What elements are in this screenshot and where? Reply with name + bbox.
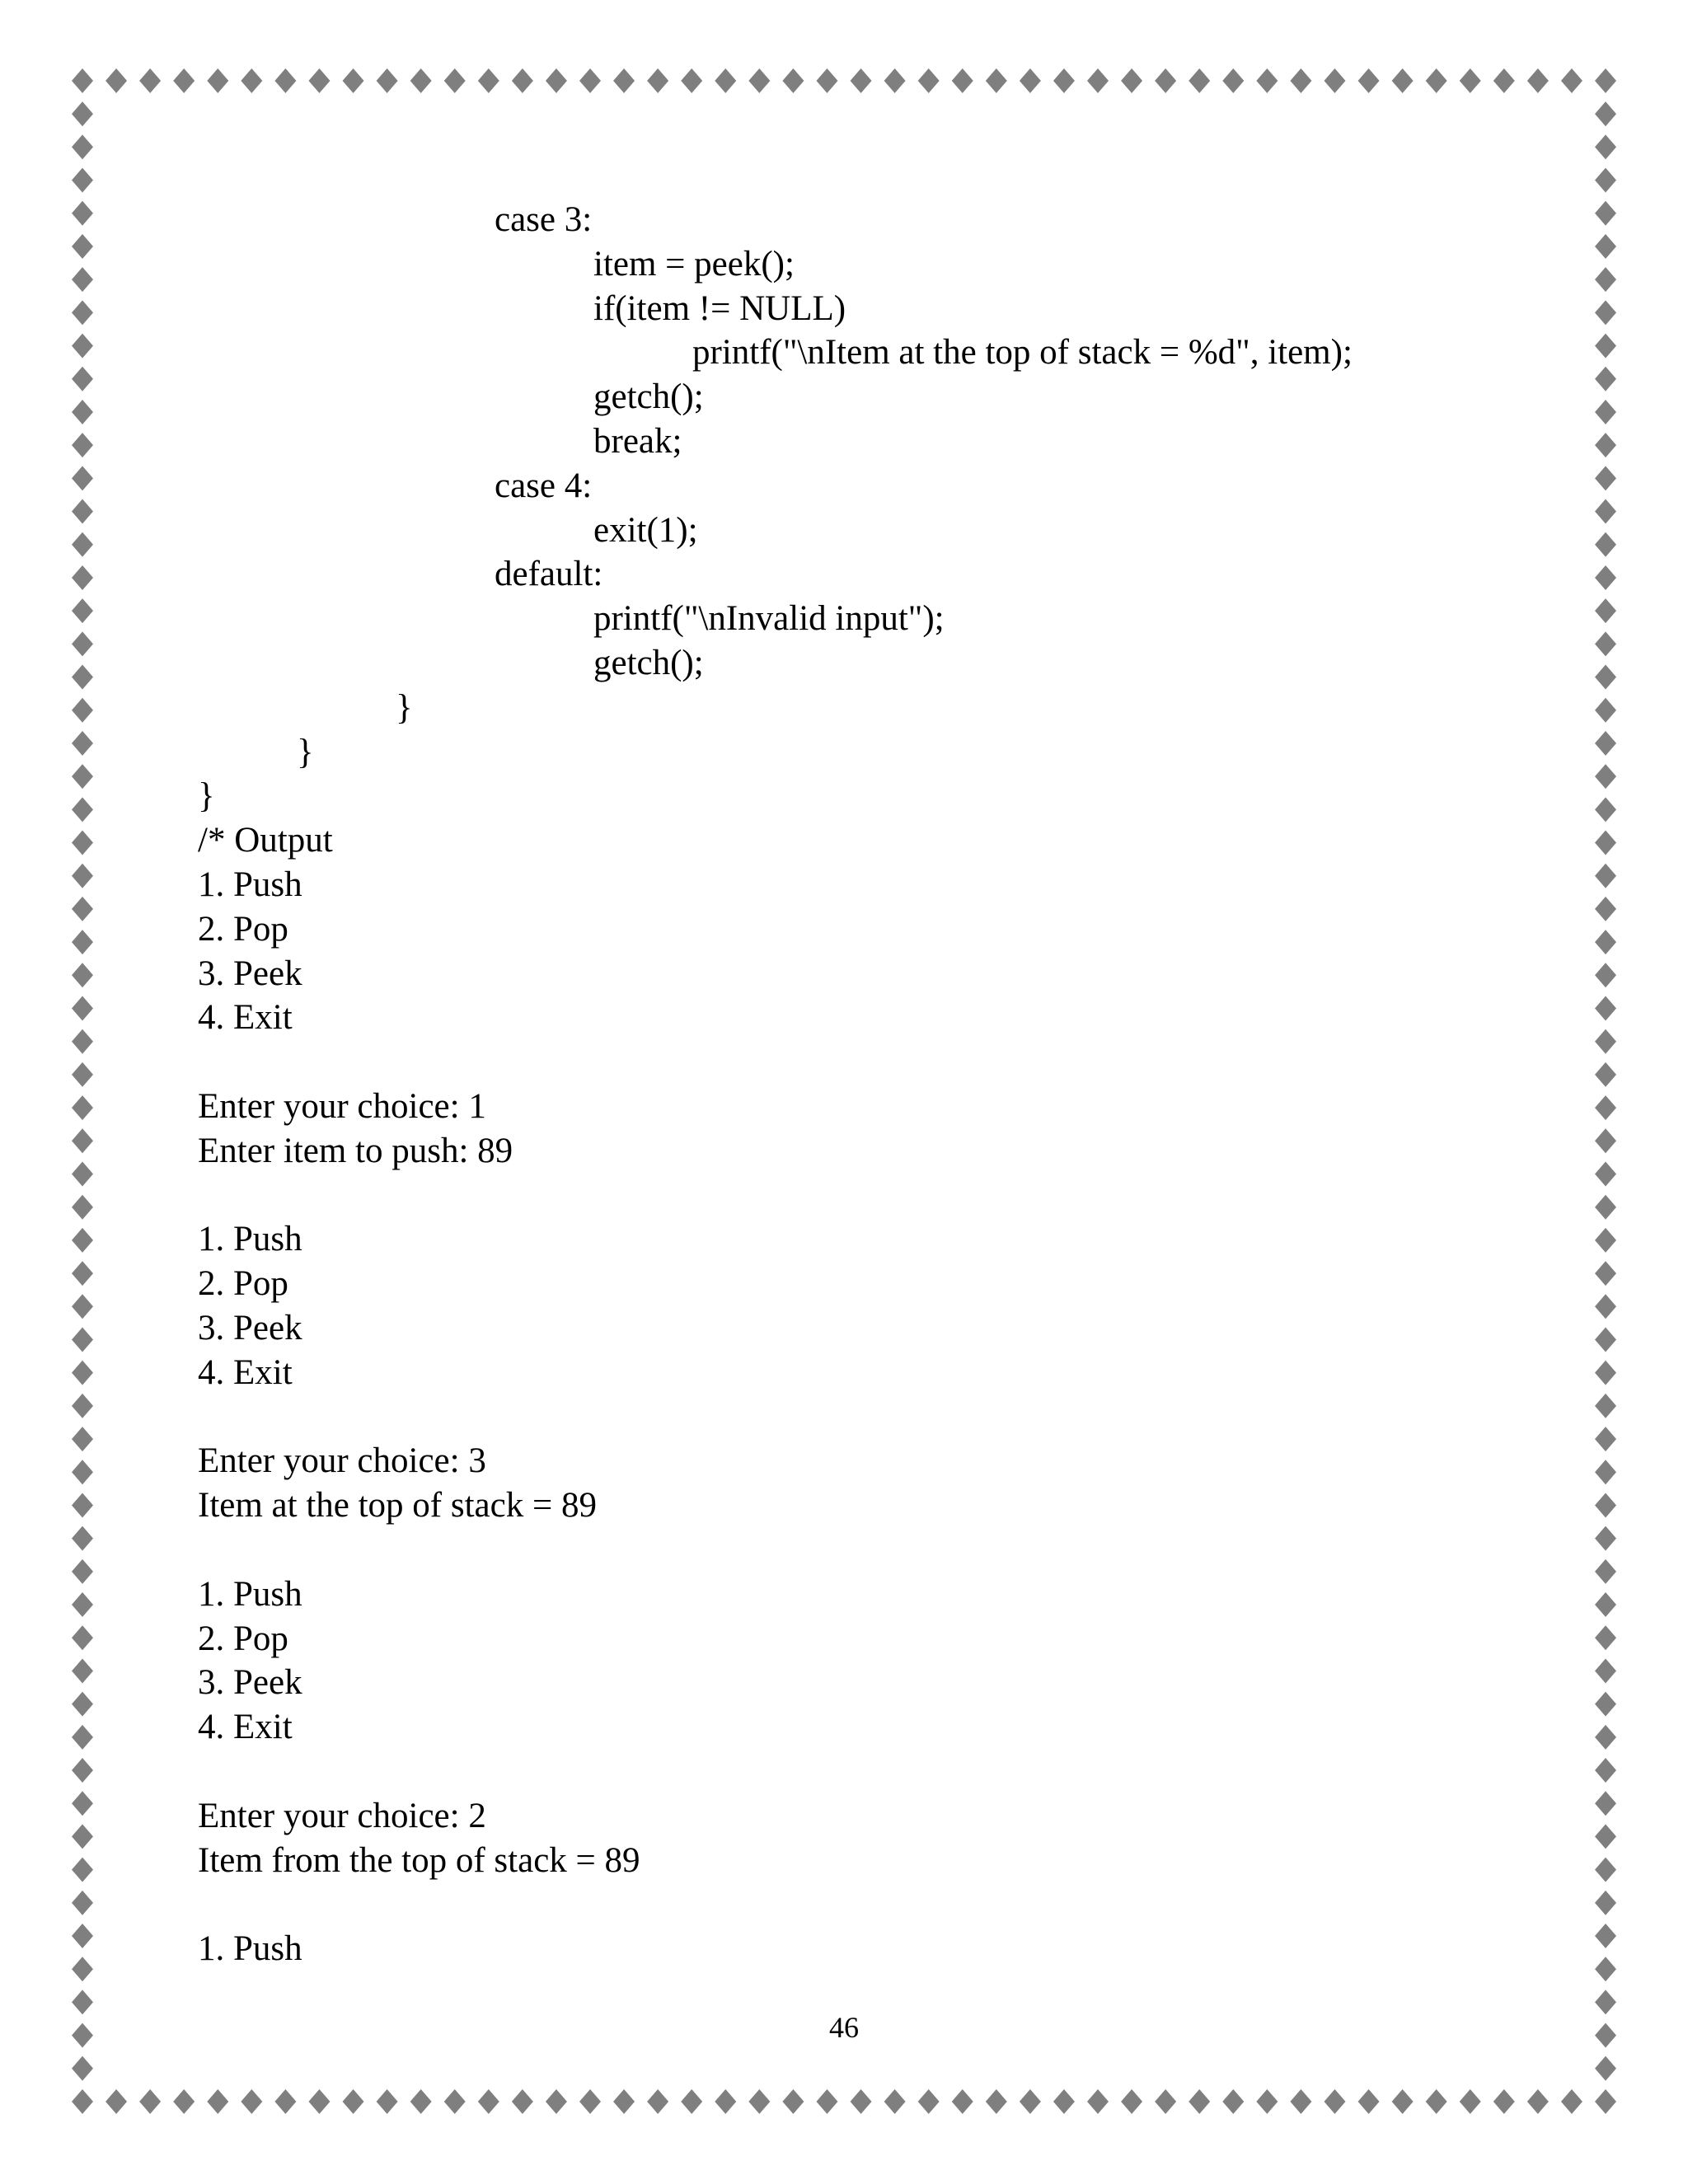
- code-line: 3. Peek: [198, 1309, 302, 1347]
- code-line: 4. Exit: [198, 998, 293, 1038]
- code-line: Enter item to push: 89: [198, 1131, 513, 1170]
- code-line: default:: [495, 555, 603, 594]
- code-line: getch();: [593, 377, 704, 417]
- code-line: }: [198, 776, 215, 816]
- code-line: 2. Pop: [198, 909, 288, 949]
- code-line: 4. Exit: [198, 1352, 293, 1392]
- code-line: }: [396, 687, 413, 727]
- code-line: 1. Push: [198, 1220, 302, 1259]
- code-line: 3. Peek: [198, 1663, 302, 1703]
- code-line: exit(1);: [593, 510, 698, 550]
- code-line: Item from the top of stack = 89: [198, 1840, 640, 1880]
- code-line: getch();: [593, 644, 704, 682]
- code-line: break;: [593, 422, 682, 461]
- code-line: 1. Push: [198, 865, 302, 904]
- code-line: case 3:: [495, 200, 593, 239]
- code-line: 1. Push: [198, 1929, 302, 1969]
- code-line: 2. Pop: [198, 1619, 288, 1658]
- code-line: 1. Push: [198, 1574, 302, 1614]
- code-line: if(item != NULL): [593, 288, 846, 328]
- code-line: Enter your choice: 1: [198, 1087, 486, 1126]
- code-line: case 4:: [495, 466, 593, 505]
- code-line: item = peek();: [593, 244, 795, 284]
- code-line: 3. Peek: [198, 954, 302, 993]
- code-line: printf("\nItem at the top of stack = %d", item);: [692, 333, 1353, 373]
- code-line: 4. Exit: [198, 1708, 293, 1747]
- code-line: Enter your choice: 2: [198, 1796, 486, 1835]
- code-line: Enter your choice: 3: [198, 1441, 486, 1481]
- code-line: printf("\nInvalid input");: [593, 599, 945, 639]
- code-line: Item at the top of stack = 89: [198, 1486, 597, 1526]
- code-line: }: [297, 732, 314, 771]
- code-line: 2. Pop: [198, 1264, 288, 1304]
- code-line: /* Output: [198, 821, 333, 860]
- page-number: 46: [829, 2011, 859, 2044]
